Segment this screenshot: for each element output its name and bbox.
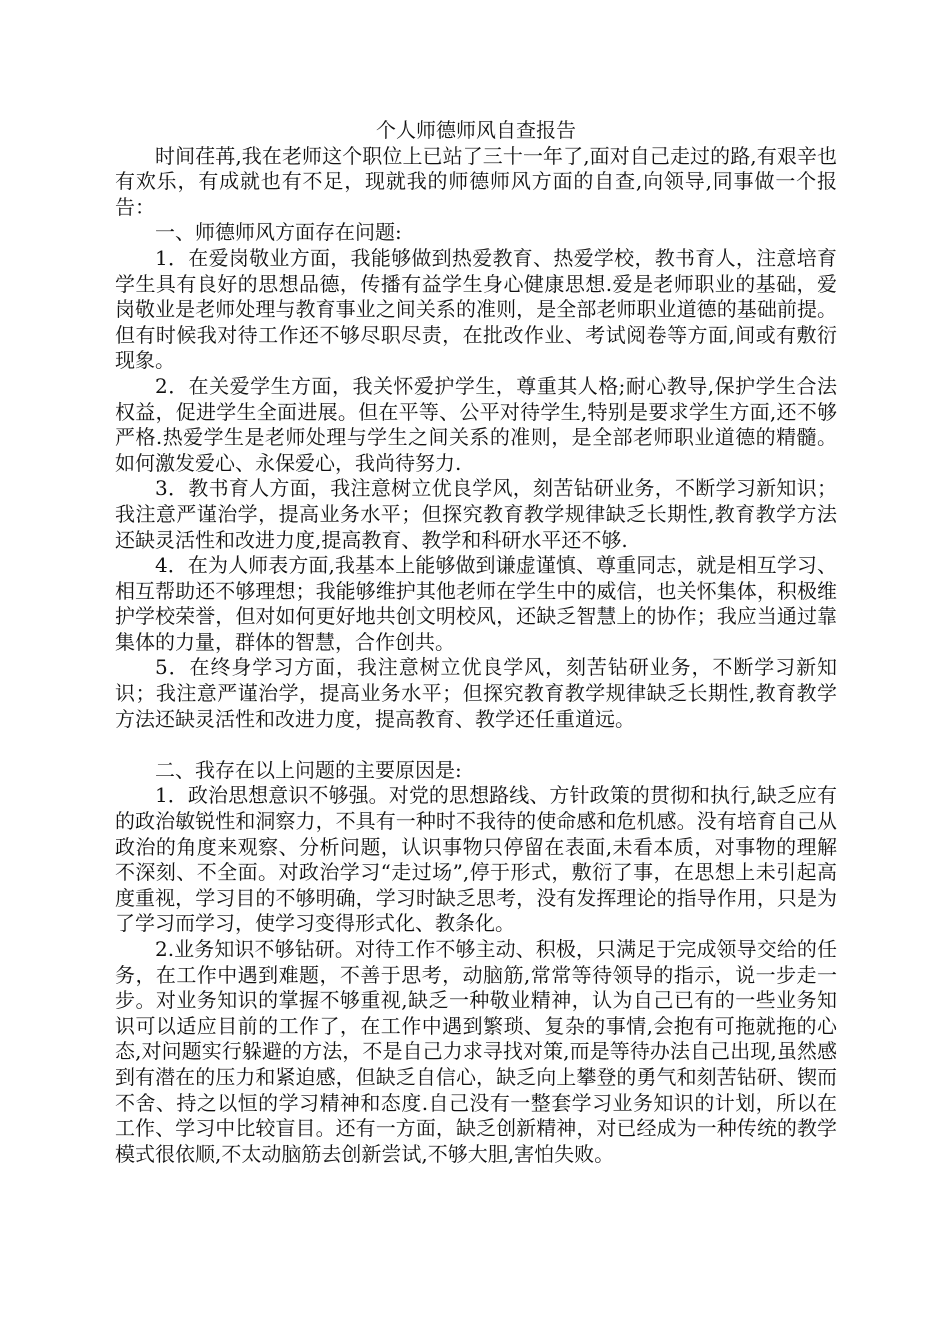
document-page (115, 118, 837, 1167)
blank-line (115, 732, 837, 758)
document-title: 个人师德师风自查报告 (376, 118, 576, 142)
section1-item-2: 2．在关爱学生方面，我关怀爱护学生，尊重其人格;耐心教导,保护学生合法权益，促进学生全面进展。但在平等、公平对待学生,特别是要求学生方面,还不够严格.热爱学生是老师处理与学生之间关系的准则，是全部老师职业道德的精髓。如何激发爱心、永保爱心，我尚待努力. (115, 373, 837, 475)
section1-item-4: 4．在为人师表方面,我基本上能够做到谦虚谨慎、尊重同志，就是相互学习、相互帮助还不够理想；我能够维护其他老师在学生中的威信，也关怀集体，积极维护学校荣誉，但对如何更好地共创文明校风，还缺乏智慧上的协作；我应当通过靠集体的力量，群体的智慧，合作创共。 (115, 553, 837, 654)
section2-item-1: 1．政治思想意识不够强。对党的思想路线、方针政策的贯彻和执行,缺乏应有的政治敏锐性和洞察力，不具有一种时不我待的使命感和危机感。没有培育自己从政治的角度来观察、分析问题，认识事物只停留在表面,未看本质，对事物的理解不深刻、不全面。对政治学习“走过场”,停于形式，敷衍了事，在思想上未引起高度重视，学习目的不够明确，学习时缺乏思考，没有发挥理论的指导作用，只是为了学习而学习，使学习变得形式化、教条化。 (115, 783, 837, 936)
section1-item-1: 1．在爱岗敬业方面，我能够做到热爱教育、热爱学校，教书育人，注意培育学生具有良好的思想品德，传播有益学生身心健康思想.爱是老师职业的基础，爱岗敬业是老师处理与教育事业之间关系的准则，是全部老师职业道德的基础前提。但有时候我对待工作还不够尽职尽责，在批改作业、考试阅卷等方面,间或有敷衍现象。 (115, 245, 837, 373)
section1-item-3: 3．教书育人方面，我注意树立优良学风，刻苦钻研业务，不断学习新知识；我注意严谨治学，提高业务水平；但探究教育教学规律缺乏长期性,教育教学方法还缺灵活性和改进力度,提高教育、教学和科研水平还不够. (115, 476, 837, 552)
section2-heading: 二、我存在以上问题的主要原因是: (155, 757, 462, 782)
section1-heading: 一、师德师风方面存在问题: (155, 220, 402, 245)
intro-paragraph: 时间荏苒,我在老师这个职位上已站了三十一年了,面对自己走过的路,有艰辛也有欢乐，有成就也有不足，现就我的师德师风方面的自查,向领导,同事做一个报告： (115, 143, 837, 219)
section2-item-2: 2.业务知识不够钻研。对待工作不够主动、积极，只满足于完成领导交给的任务，在工作中遇到难题，不善于思考，动脑筋,常常等待领导的指示，说一步走一步。对业务知识的掌握不够重视,缺乏一种敬业精神，认为自己已有的一些业务知识可以适应目前的工作了，在工作中遇到繁琐、复杂的事情,会抱有可拖就拖的心态,对问题实行躲避的方法，不是自己力求寻找对策,而是等待办法自己出现,虽然感到有潜在的压力和紧迫感，但缺乏自信心，缺乏向上攀登的勇气和刻苦钻研、锲而不舍、持之以恒的学习精神和态度.自己没有一整套学习业务知识的计划，所以在工作、学习中比较盲目。还有一方面，缺乏创新精神，对已经成为一种传统的教学模式很依顺,不太动脑筋去创新尝试,不够大胆,害怕失败。 (115, 937, 837, 1166)
section1-item-5: 5．在终身学习方面，我注意树立优良学风，刻苦钻研业务，不断学习新知识；我注意严谨治学，提高业务水平；但探究教育教学规律缺乏长期性,教育教学方法还缺灵活性和改进力度，提高教育、教学还任重道远。 (115, 655, 837, 731)
